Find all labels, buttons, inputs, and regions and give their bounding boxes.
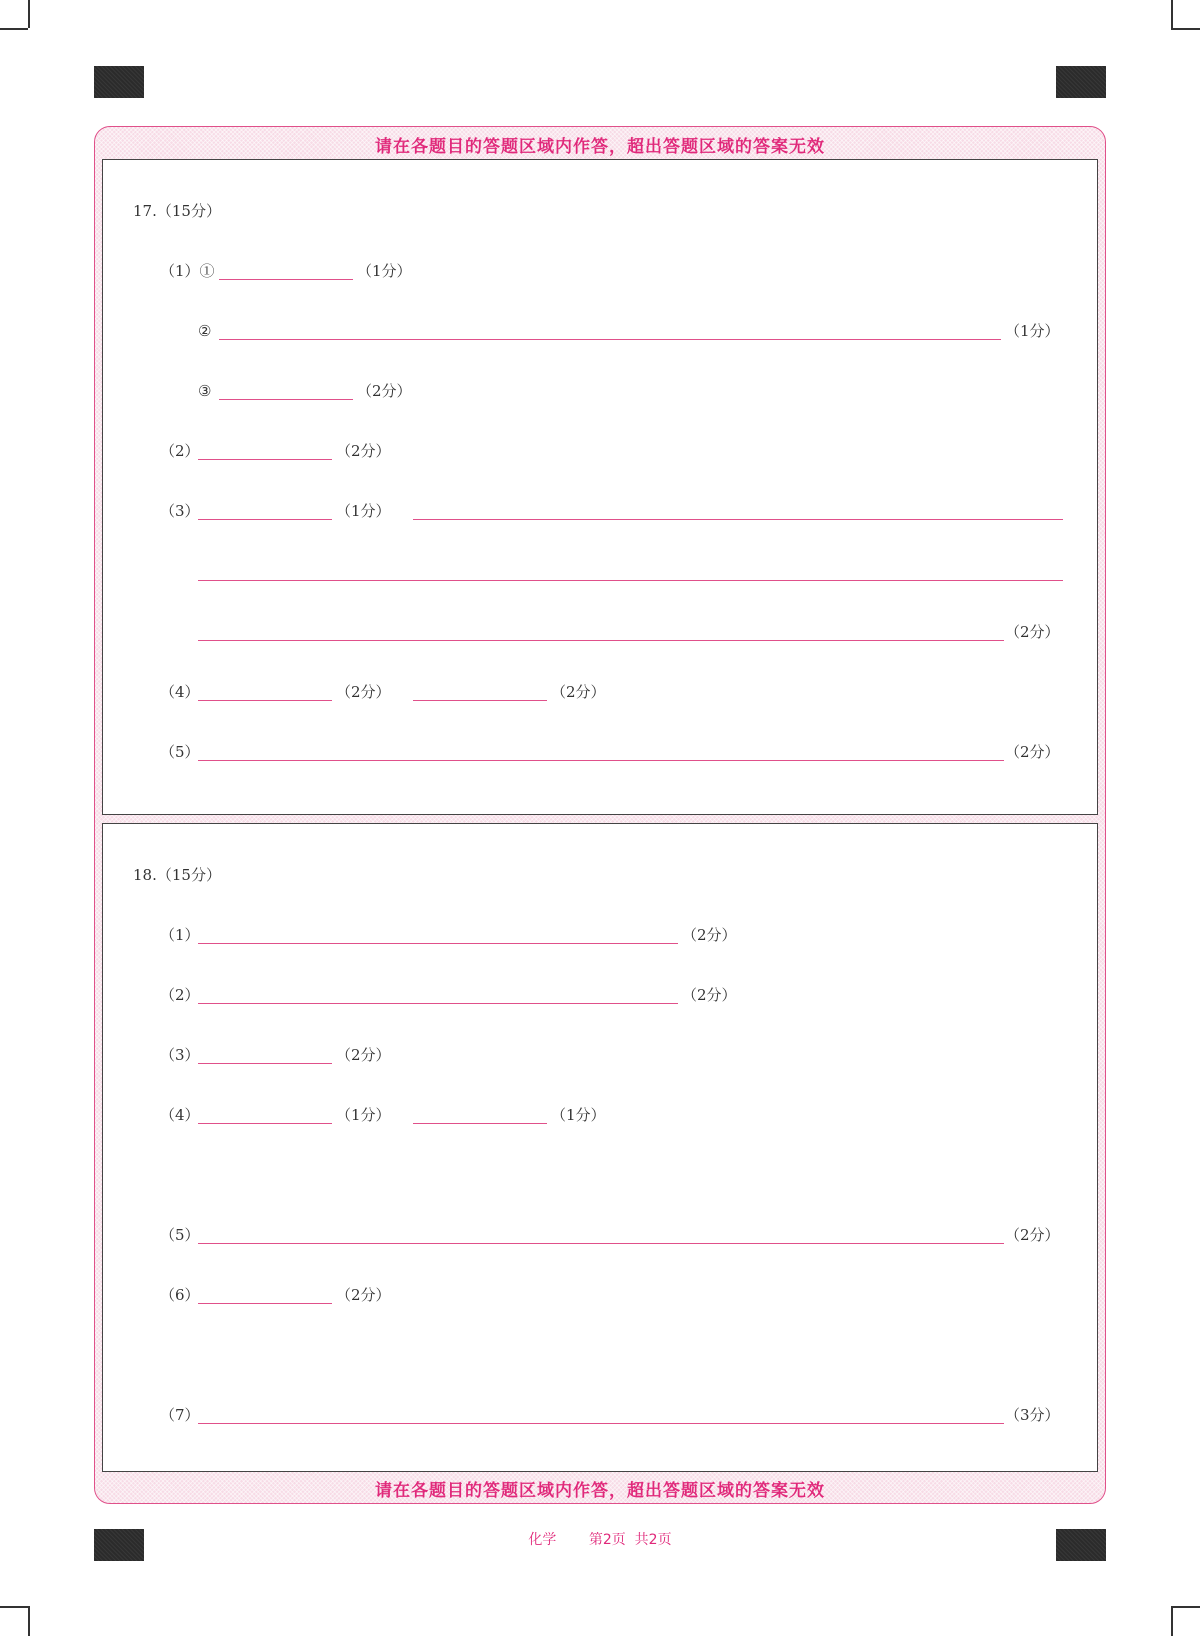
q17-part1a-answer-line[interactable] — [219, 279, 353, 280]
q18-part4a-score: （1分） — [336, 1106, 391, 1124]
q18-part2-label: （2） — [160, 986, 200, 1004]
q18-part4b-answer-line[interactable] — [413, 1123, 547, 1124]
q17-part5-score: （2分） — [1005, 743, 1060, 761]
q17-part3-answer-line[interactable] — [198, 519, 332, 520]
page-footer — [0, 1529, 1200, 1549]
q17-part4a-score: （2分） — [336, 683, 391, 701]
question-17-title: 17.（15分） — [133, 202, 221, 220]
crop-mark — [1171, 0, 1173, 28]
q18-part3-answer-line[interactable] — [198, 1063, 332, 1064]
crop-mark — [0, 1606, 28, 1608]
q18-part2-score: （2分） — [682, 986, 737, 1004]
q17-part1c-label: ③ — [198, 382, 212, 400]
q17-part1-label: （1）① — [160, 262, 215, 280]
q18-part2-answer-line[interactable] — [198, 1003, 678, 1004]
registration-mark — [1056, 66, 1106, 98]
q17-part2-answer-line[interactable] — [198, 459, 332, 460]
crop-mark — [28, 1606, 30, 1636]
q17-part1c-score: （2分） — [357, 382, 412, 400]
crop-mark — [1171, 1606, 1200, 1608]
registration-mark — [94, 66, 144, 98]
q18-part4-label: （4） — [160, 1106, 200, 1124]
q17-part3-explanation-line[interactable] — [198, 640, 1004, 641]
q17-part3-score: （1分） — [336, 502, 391, 520]
q18-part6-answer-line[interactable] — [198, 1303, 332, 1304]
q17-part3-explanation-line[interactable] — [413, 519, 1063, 520]
q17-part2-score: （2分） — [336, 442, 391, 460]
q17-part5-label: （5） — [160, 743, 200, 761]
q17-part3-label: （3） — [160, 502, 200, 520]
crop-mark — [1171, 1606, 1173, 1636]
top-notice: 请在各题目的答题区域内作答，超出答题区域的答案无效 — [375, 137, 825, 157]
crop-mark — [1171, 28, 1200, 30]
q18-part5-answer-line[interactable] — [198, 1243, 1004, 1244]
q18-part3-score: （2分） — [336, 1046, 391, 1064]
crop-mark — [28, 0, 30, 28]
q17-part1c-answer-line[interactable] — [219, 399, 353, 400]
bottom-notice: 请在各题目的答题区域内作答，超出答题区域的答案无效 — [375, 1481, 825, 1501]
q18-part1-score: （2分） — [682, 926, 737, 944]
q18-part6-label: （6） — [160, 1286, 200, 1304]
q17-part4a-answer-line[interactable] — [198, 700, 332, 701]
q17-part1b-score: （1分） — [1005, 322, 1060, 340]
q18-part1-answer-line[interactable] — [198, 943, 678, 944]
q18-part7-label: （7） — [160, 1406, 200, 1424]
q17-part1a-score: （1分） — [357, 262, 412, 280]
q17-part4-label: （4） — [160, 683, 200, 701]
question-17-panel — [102, 159, 1098, 815]
question-18-panel — [102, 823, 1098, 1472]
q17-part1b-label: ② — [198, 322, 212, 340]
q18-part4a-answer-line[interactable] — [198, 1123, 332, 1124]
footer-subject: 化学 — [528, 1532, 557, 1548]
q18-part7-answer-line[interactable] — [198, 1423, 1004, 1424]
q17-part4b-score: （2分） — [551, 683, 606, 701]
q18-part3-label: （3） — [160, 1046, 200, 1064]
q17-part3-explanation-score: （2分） — [1005, 623, 1060, 641]
q17-part4b-answer-line[interactable] — [413, 700, 547, 701]
q18-part5-score: （2分） — [1005, 1226, 1060, 1244]
q17-part5-answer-line[interactable] — [198, 760, 1004, 761]
crop-mark — [0, 28, 28, 30]
q18-part7-score: （3分） — [1005, 1406, 1060, 1424]
q17-part1b-answer-line[interactable] — [219, 339, 1001, 340]
q18-part5-label: （5） — [160, 1226, 200, 1244]
footer-page-info: 第2页 共2页 — [588, 1532, 672, 1548]
q17-part2-label: （2） — [160, 442, 200, 460]
question-18-title: 18.（15分） — [133, 866, 221, 884]
q18-part1-label: （1） — [160, 926, 200, 944]
q17-part3-explanation-line[interactable] — [198, 580, 1063, 581]
q18-part6-score: （2分） — [336, 1286, 391, 1304]
q18-part4b-score: （1分） — [551, 1106, 606, 1124]
